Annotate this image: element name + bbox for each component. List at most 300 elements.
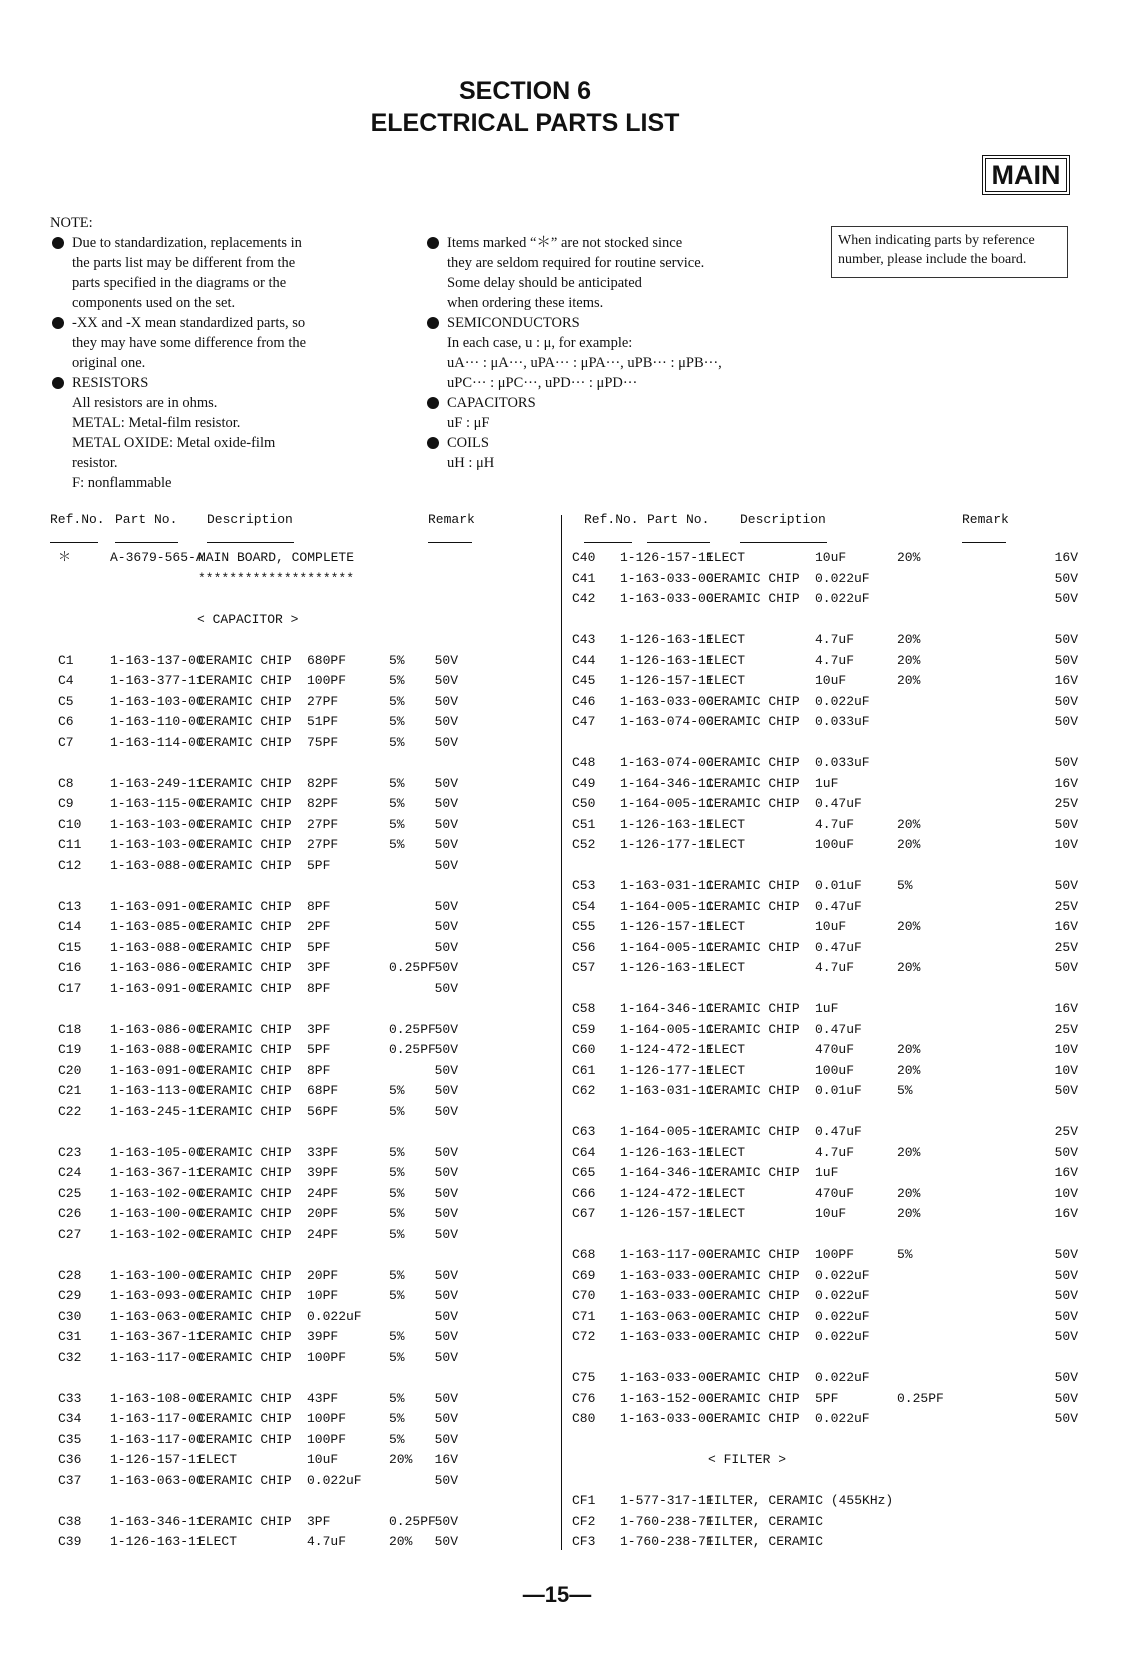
value: 0.033uF: [815, 755, 870, 770]
part-no: 1-163-033-00: [620, 591, 714, 606]
ref-no: C47: [572, 714, 596, 729]
tolerance: 5%: [389, 816, 405, 832]
table-row: [562, 897, 1122, 918]
voltage: 50V: [1054, 1370, 1078, 1385]
note-line: parts specified in the diagrams or the: [72, 275, 287, 291]
table-row: [0, 917, 560, 938]
ref-no: C71: [572, 1308, 596, 1324]
value: 5PF: [307, 857, 331, 873]
voltage: 25V: [1054, 796, 1078, 811]
row-spacer: [562, 979, 1122, 1000]
description: ELECT: [706, 1144, 746, 1160]
value: 8PF: [307, 980, 331, 996]
tolerance: 20%: [897, 1185, 921, 1201]
note-line: F: nonflammable: [72, 475, 172, 491]
ref-no: C30: [58, 1308, 82, 1324]
tolerance: 5%: [389, 1226, 405, 1242]
voltage: 25V: [1054, 939, 1078, 955]
ref-no: C38: [58, 1513, 82, 1529]
voltage: 50V: [434, 1267, 458, 1283]
tolerance: 5%: [389, 1390, 405, 1406]
value: 27PF: [307, 816, 339, 832]
right-header-remark: Remark: [962, 512, 1009, 527]
value: 0.022uF: [815, 1329, 870, 1344]
notes-column-1: [50, 213, 306, 493]
header-underline: [115, 542, 178, 543]
part-no: 1-126-163-11: [620, 960, 714, 975]
table-row: [0, 1266, 560, 1287]
table-row: [562, 1122, 1122, 1143]
value: 39PF: [307, 1165, 339, 1180]
note-line: RESISTORS: [50, 373, 306, 393]
row-spacer: [562, 856, 1122, 877]
voltage: 16V: [1054, 919, 1078, 934]
note-line: resistor.: [72, 455, 118, 471]
part-no: 1-163-152-00: [620, 1390, 714, 1406]
description: CERAMIC CHIP: [706, 1329, 800, 1344]
description: CERAMIC CHIP: [198, 1226, 292, 1242]
ref-no: C51: [572, 816, 596, 832]
description: CERAMIC CHIP: [706, 1308, 800, 1324]
description: CERAMIC CHIP: [706, 1021, 800, 1037]
description: MAIN BOARD, COMPLETE: [198, 550, 355, 565]
tolerance: 20%: [897, 1042, 921, 1057]
ref-no: C56: [572, 939, 596, 955]
part-no: 1-163-115-00: [110, 796, 204, 811]
voltage: 10V: [1054, 1042, 1078, 1057]
part-no: 1-163-249-11: [110, 775, 204, 791]
voltage: 16V: [434, 1452, 458, 1467]
description: ELECT: [706, 652, 746, 668]
description: ELECT: [706, 816, 746, 832]
ref-no: C55: [572, 919, 596, 934]
voltage: 50V: [1054, 1144, 1078, 1160]
table-row: [562, 589, 1122, 610]
header-underline: [647, 542, 710, 543]
value: 100PF: [307, 1349, 347, 1365]
voltage: 50V: [434, 1144, 458, 1160]
ref-no: C57: [572, 960, 596, 975]
value: 0.47uF: [815, 898, 862, 914]
value: 3PF: [307, 1021, 331, 1037]
ref-no: CF2: [572, 1513, 596, 1529]
ref-no: C24: [58, 1165, 82, 1180]
table-row: [0, 1163, 560, 1184]
description: CERAMIC CHIP: [198, 1513, 292, 1529]
section-heading: [562, 1450, 1122, 1471]
voltage: 16V: [1054, 673, 1078, 688]
part-no: 1-164-005-11: [620, 898, 714, 914]
tolerance: 20%: [897, 1206, 921, 1221]
value: 4.7uF: [307, 1534, 347, 1549]
description: CERAMIC CHIP: [706, 1001, 800, 1016]
part-no: 1-163-074-00: [620, 714, 714, 729]
value: 470uF: [815, 1185, 855, 1201]
voltage: 50V: [1054, 1411, 1078, 1426]
row-spacer: [0, 753, 560, 774]
bullet-icon: [427, 317, 439, 329]
voltage: 50V: [1054, 570, 1078, 586]
table-row: [0, 569, 560, 590]
ref-no: C58: [572, 1001, 596, 1016]
ref-no: C69: [572, 1267, 596, 1283]
note-line: METAL OXIDE: Metal oxide-film: [72, 435, 276, 451]
table-row: [562, 1040, 1122, 1061]
voltage: 50V: [434, 1349, 458, 1365]
table-row: [562, 1266, 1122, 1287]
value: 20PF: [307, 1267, 339, 1283]
value: 100PF: [307, 1411, 347, 1426]
section-heading-label: < FILTER >: [708, 1452, 787, 1467]
value: 470uF: [815, 1042, 855, 1057]
ref-no: C18: [58, 1021, 82, 1037]
description: ELECT: [706, 919, 746, 934]
part-no: 1-163-100-00: [110, 1206, 204, 1221]
description: CERAMIC CHIP: [198, 734, 292, 750]
table-row: [562, 917, 1122, 938]
board-reference-note: [831, 226, 1068, 278]
page-number: —15—: [522, 1582, 592, 1607]
row-spacer: [0, 1491, 560, 1512]
part-no: 1-163-102-00: [110, 1185, 204, 1201]
tolerance: 20%: [389, 1452, 413, 1467]
table-row: [0, 815, 560, 836]
description: CERAMIC CHIP: [198, 1144, 292, 1160]
part-no: 1-163-031-11: [620, 1083, 714, 1098]
ref-no: C34: [58, 1411, 82, 1426]
table-row: [562, 1512, 1122, 1533]
table-row: [562, 1409, 1122, 1430]
value: 68PF: [307, 1083, 339, 1098]
description: CERAMIC CHIP: [198, 1206, 292, 1221]
row-spacer: [0, 589, 560, 610]
value: 5PF: [815, 1390, 839, 1406]
part-no: 1-163-100-00: [110, 1267, 204, 1283]
value: 0.022uF: [815, 591, 870, 606]
table-row: [0, 856, 560, 877]
tolerance: 0.25PF: [389, 1513, 436, 1529]
part-no: 1-163-091-00: [110, 898, 204, 914]
tolerance: 5%: [389, 1431, 405, 1447]
voltage: 50V: [434, 1288, 458, 1303]
value: 1uF: [815, 775, 839, 791]
voltage: 50V: [434, 960, 458, 975]
description: CERAMIC CHIP: [198, 1021, 292, 1037]
description: CERAMIC CHIP: [198, 1411, 292, 1426]
ref-no: C32: [58, 1349, 82, 1365]
description: CERAMIC CHIP: [706, 878, 800, 893]
row-spacer: [0, 876, 560, 897]
row-spacer: [0, 1122, 560, 1143]
part-no: 1-163-033-00: [620, 1411, 714, 1426]
tolerance: 5%: [389, 837, 405, 852]
voltage: 50V: [1054, 632, 1078, 647]
tolerance: 5%: [389, 796, 405, 811]
part-no: 1-163-033-00: [620, 1370, 714, 1385]
row-spacer: [0, 630, 560, 651]
ref-no: C70: [572, 1288, 596, 1303]
value: 100uF: [815, 1062, 855, 1078]
table-row: [562, 1327, 1122, 1348]
left-header-remark: Remark: [428, 512, 475, 527]
table-row: [562, 1532, 1122, 1553]
description: CERAMIC CHIP: [198, 652, 292, 668]
ref-no: C45: [572, 673, 596, 688]
value: 51PF: [307, 714, 339, 729]
ref-no: C43: [572, 632, 596, 647]
description: ELECT: [706, 960, 746, 975]
part-no: 1-163-091-00: [110, 980, 204, 996]
part-no: 1-163-063-00: [110, 1472, 204, 1488]
note-line: In each case, u : μ, for example:: [447, 335, 633, 351]
part-no: 1-163-117-00: [110, 1431, 204, 1447]
table-row: [0, 897, 560, 918]
header-underline: [207, 542, 294, 543]
voltage: 50V: [434, 1042, 458, 1057]
description: ELECT: [706, 550, 746, 565]
ref-no: C28: [58, 1267, 82, 1283]
part-no: 1-164-005-11: [620, 796, 714, 811]
part-no: 1-163-137-00: [110, 652, 204, 668]
value: 0.022uF: [815, 1288, 870, 1303]
ref-no: C52: [572, 837, 596, 852]
voltage: 25V: [1054, 898, 1078, 914]
description: CERAMIC CHIP: [706, 796, 800, 811]
description: CERAMIC CHIP: [198, 1472, 292, 1488]
row-spacer: [562, 1225, 1122, 1246]
description: CERAMIC CHIP: [706, 898, 800, 914]
voltage: 50V: [434, 734, 458, 750]
voltage: 50V: [434, 1390, 458, 1406]
description: CERAMIC CHIP: [198, 1329, 292, 1344]
part-no: 1-163-088-00: [110, 1042, 204, 1057]
ref-no: C54: [572, 898, 596, 914]
table-row: [562, 1286, 1122, 1307]
tolerance: 20%: [897, 673, 921, 688]
tolerance: 20%: [897, 632, 921, 647]
table-row: [0, 712, 560, 733]
tolerance: 5%: [389, 734, 405, 750]
part-no: 1-163-033-00: [620, 1288, 714, 1303]
ref-no: C22: [58, 1103, 82, 1119]
description: CERAMIC CHIP: [198, 939, 292, 955]
tolerance: 5%: [389, 1103, 405, 1119]
description: ELECT: [198, 1534, 238, 1549]
ref-no: C29: [58, 1288, 82, 1303]
part-no: 1-126-157-11: [620, 1206, 714, 1221]
ref-no: C15: [58, 939, 82, 955]
voltage: 50V: [434, 837, 458, 852]
table-row: [0, 979, 560, 1000]
table-row: [0, 671, 560, 692]
voltage: 25V: [1054, 1124, 1078, 1139]
description: CERAMIC CHIP: [198, 714, 292, 729]
ref-no: C12: [58, 857, 82, 873]
table-row: [0, 1512, 560, 1533]
bullet-icon: [427, 397, 439, 409]
board-reference-note-line: When indicating parts by reference: [838, 233, 1035, 248]
description: CERAMIC CHIP: [198, 857, 292, 873]
description: CERAMIC CHIP: [706, 1124, 800, 1139]
voltage: 50V: [434, 898, 458, 914]
value: 27PF: [307, 837, 339, 852]
bullet-icon: [427, 437, 439, 449]
part-no: 1-164-005-11: [620, 939, 714, 955]
description: FILTER, CERAMIC (455KHz): [706, 1493, 894, 1508]
description: CERAMIC CHIP: [198, 796, 292, 811]
part-no: 1-163-085-00: [110, 919, 204, 934]
part-no: 1-124-472-11: [620, 1185, 714, 1201]
voltage: 50V: [434, 980, 458, 996]
table-row: [562, 835, 1122, 856]
part-no: 1-163-103-00: [110, 837, 204, 852]
tolerance: 0.25PF: [897, 1390, 944, 1406]
value: 10uF: [307, 1452, 339, 1467]
ref-no: C59: [572, 1021, 596, 1037]
description: CERAMIC CHIP: [706, 1267, 800, 1283]
bullet-icon: [52, 237, 64, 249]
table-row: [0, 1348, 560, 1369]
table-row: [0, 1307, 560, 1328]
part-no: 1-163-245-11: [110, 1103, 204, 1119]
table-row: [0, 548, 560, 569]
note-label: NOTE:: [50, 215, 93, 231]
tolerance: 20%: [897, 652, 921, 668]
page-title: ELECTRICAL PARTS LIST: [370, 109, 680, 137]
note-line: CAPACITORS: [425, 393, 722, 413]
voltage: 50V: [1054, 1247, 1078, 1262]
tolerance: 5%: [389, 775, 405, 791]
ref-no: C39: [58, 1534, 82, 1549]
table-row: [562, 651, 1122, 672]
table-row: [562, 1307, 1122, 1328]
table-row: [562, 1491, 1122, 1512]
right-header-ref: Ref.No.: [584, 512, 639, 527]
voltage: 50V: [434, 1083, 458, 1098]
note-line: uA··· : μA···, uPA··· : μPA···, uPB··· : μPB···,: [447, 355, 722, 371]
row-spacer: [562, 1102, 1122, 1123]
tolerance: 5%: [389, 1349, 405, 1365]
table-row: [0, 692, 560, 713]
part-no: 1-164-005-11: [620, 1124, 714, 1139]
ref-no: C49: [572, 775, 596, 791]
tolerance: 5%: [389, 1206, 405, 1221]
ref-no: C48: [572, 755, 596, 770]
part-no: 1-164-346-11: [620, 1001, 714, 1016]
voltage: 16V: [1054, 775, 1078, 791]
value: 0.022uF: [815, 1370, 870, 1385]
value: 0.47uF: [815, 796, 862, 811]
tolerance: 5%: [389, 1165, 405, 1180]
value: 8PF: [307, 898, 331, 914]
ref-no: C17: [58, 980, 82, 996]
table-row: [562, 794, 1122, 815]
table-row: [562, 1204, 1122, 1225]
description: CERAMIC CHIP: [198, 898, 292, 914]
part-no: 1-163-103-00: [110, 816, 204, 832]
header-underline: [962, 542, 1006, 543]
description: CERAMIC CHIP: [198, 1308, 292, 1324]
ref-no: C21: [58, 1083, 82, 1098]
table-row: [562, 1081, 1122, 1102]
ref-no: C31: [58, 1329, 82, 1344]
part-no: 1-126-163-11: [110, 1534, 204, 1549]
table-row: [0, 1061, 560, 1082]
value: 10uF: [815, 673, 847, 688]
table-row: [562, 753, 1122, 774]
voltage: 50V: [434, 1534, 458, 1549]
ref-no: C9: [58, 796, 74, 811]
part-no: 1-163-114-00: [110, 734, 204, 750]
description: ELECT: [706, 673, 746, 688]
part-no: 1-163-117-00: [620, 1247, 714, 1262]
description: CERAMIC CHIP: [198, 1103, 292, 1119]
table-row: [562, 671, 1122, 692]
table-row: [562, 1368, 1122, 1389]
value: 24PF: [307, 1185, 339, 1201]
table-row: [0, 774, 560, 795]
ref-no: ＊: [58, 550, 72, 565]
row-spacer: [0, 999, 560, 1020]
part-no: 1-163-088-00: [110, 857, 204, 873]
voltage: 50V: [434, 1226, 458, 1242]
table-row: [562, 548, 1122, 569]
value: 33PF: [307, 1144, 339, 1160]
ref-no: C20: [58, 1062, 82, 1078]
ref-no: C1: [58, 652, 74, 668]
voltage: 50V: [1054, 693, 1078, 709]
row-spacer: [0, 1245, 560, 1266]
note-line: uPC··· : μPC···, uPD··· : μPD···: [447, 375, 638, 391]
part-no: 1-163-031-11: [620, 878, 714, 893]
part-no: 1-163-093-00: [110, 1288, 204, 1303]
table-row: [562, 1245, 1122, 1266]
part-no: 1-126-157-11: [110, 1452, 204, 1467]
description: CERAMIC CHIP: [198, 1349, 292, 1365]
voltage: 16V: [1054, 1206, 1078, 1221]
ref-no: C19: [58, 1042, 82, 1057]
voltage: 50V: [1054, 1083, 1078, 1098]
value: 0.01uF: [815, 878, 862, 893]
ref-no: C60: [572, 1042, 596, 1057]
description: CERAMIC CHIP: [198, 816, 292, 832]
part-no: 1-126-163-11: [620, 816, 714, 832]
tolerance: 5%: [389, 673, 405, 688]
tolerance: 5%: [389, 714, 405, 729]
description: CERAMIC CHIP: [198, 1390, 292, 1406]
voltage: 50V: [1054, 960, 1078, 975]
note-line: -XX and -X mean standardized parts, so: [50, 313, 306, 333]
voltage: 50V: [1054, 1329, 1078, 1344]
value: 75PF: [307, 734, 339, 750]
description: CERAMIC CHIP: [198, 1042, 292, 1057]
notes-column-2: [425, 233, 722, 473]
right-header-part: Part No.: [647, 512, 710, 527]
ref-no: C37: [58, 1472, 82, 1488]
voltage: 50V: [434, 693, 458, 709]
part-no: 1-163-074-00: [620, 755, 714, 770]
ref-no: C46: [572, 693, 596, 709]
tolerance: 0.25PF: [389, 1021, 436, 1037]
value: 10uF: [815, 919, 847, 934]
value: 100PF: [307, 1431, 347, 1447]
part-no: 1-163-105-00: [110, 1144, 204, 1160]
table-row: [562, 1389, 1122, 1410]
table-row: [0, 1225, 560, 1246]
table-row: [0, 958, 560, 979]
note-line: uF : μF: [447, 415, 490, 431]
voltage: 50V: [434, 857, 458, 873]
